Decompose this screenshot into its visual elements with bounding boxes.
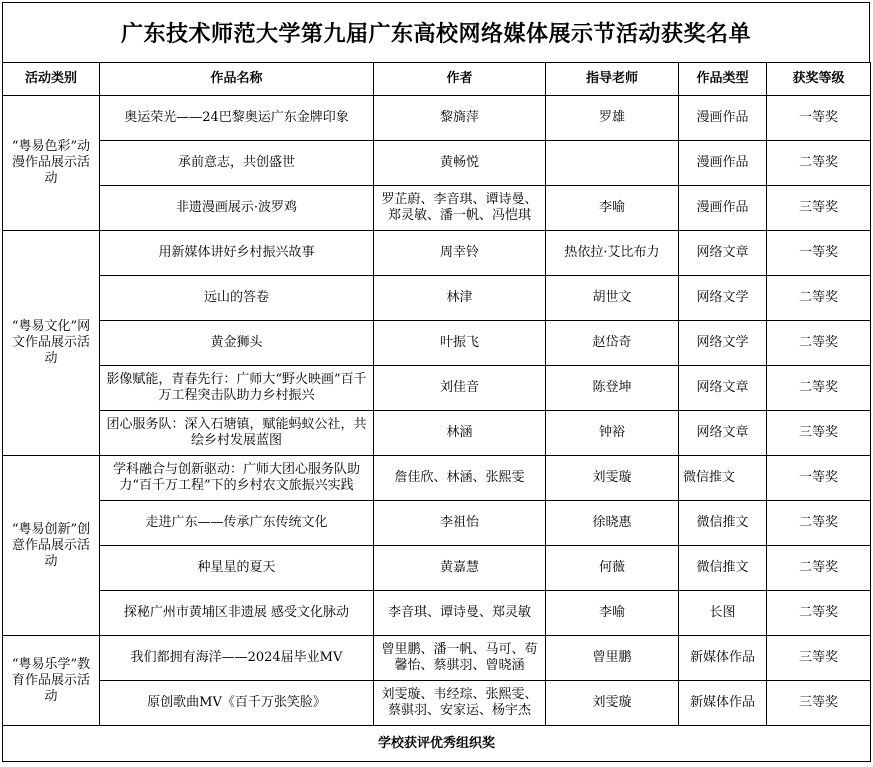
work-type: 微信推文 [679, 501, 767, 546]
work-title: 影像赋能，青春先行：广师大“野火映画”百千万工程突击队助力乡村振兴 [100, 366, 374, 411]
work-author: 周幸铃 [374, 231, 546, 276]
work-title: 远山的答卷 [100, 276, 374, 321]
work-type: 微信推文 [679, 456, 767, 501]
header-work: 作品名称 [100, 63, 374, 96]
organization-award: 学校获评优秀组织奖 [3, 726, 871, 762]
table-row [3, 411, 871, 456]
work-title: 探秘广州市黄埔区非遗展 感受文化脉动 [100, 591, 374, 636]
work-title: 团心服务队：深入石塘镇，赋能蚂蚁公社，共绘乡村发展蓝图 [100, 411, 374, 456]
category-cell: “粤易色彩”动漫作品展示活动 [3, 96, 100, 231]
work-type: 网络文章 [679, 411, 767, 456]
work-author: 李祖怡 [374, 501, 546, 546]
table-row [3, 591, 871, 636]
work-type: 网络文学 [679, 276, 767, 321]
work-advisor: 胡世文 [546, 276, 679, 321]
work-author: 林涵 [374, 411, 546, 456]
award-level: 一等奖 [767, 231, 871, 276]
category-cell: “粤易乐学”教育作品展示活动 [3, 636, 100, 726]
table-row [3, 231, 871, 276]
work-author: 黄畅悦 [374, 141, 546, 186]
work-advisor: 赵岱奇 [546, 321, 679, 366]
work-author: 黎旖萍 [374, 96, 546, 141]
work-title: 奥运荣光——24巴黎奥运广东金牌印象 [100, 96, 374, 141]
work-advisor: 陈登坤 [546, 366, 679, 411]
work-advisor: 刘雯璇 [546, 681, 679, 726]
work-author: 李音琪、谭诗曼、郑灵敏 [374, 591, 546, 636]
award-level: 二等奖 [767, 141, 871, 186]
awards-table [2, 62, 871, 762]
award-level: 一等奖 [767, 96, 871, 141]
work-advisor: 何薇 [546, 546, 679, 591]
table-row [3, 456, 871, 501]
work-advisor [546, 141, 679, 186]
work-type: 新媒体作品 [679, 681, 767, 726]
table-row [3, 141, 871, 186]
table-row [3, 276, 871, 321]
work-type: 漫画作品 [679, 96, 767, 141]
header-type: 作品类型 [679, 63, 767, 96]
award-level: 三等奖 [767, 411, 871, 456]
work-title: 学科融合与创新驱动：广师大团心服务队助力“百千万工程”下的乡村农文旅振兴实践 [100, 456, 374, 501]
work-advisor: 刘雯璇 [546, 456, 679, 501]
award-level: 一等奖 [767, 456, 871, 501]
work-type: 微信推文 [679, 546, 767, 591]
table-row [3, 186, 871, 231]
header-advisor: 指导老师 [546, 63, 679, 96]
work-author: 刘雯璇、韦经琮、张熙雯、蔡骐羽、安家运、杨宇杰 [374, 681, 546, 726]
award-level: 二等奖 [767, 321, 871, 366]
award-level: 三等奖 [767, 681, 871, 726]
award-level: 二等奖 [767, 366, 871, 411]
work-type: 漫画作品 [679, 186, 767, 231]
header-level: 获奖等级 [767, 63, 871, 96]
category-cell: “粤易文化”网文作品展示活动 [3, 231, 100, 456]
work-title: 承前意志，共创盛世 [100, 141, 374, 186]
header-row [3, 63, 871, 96]
work-author: 黄嘉慧 [374, 546, 546, 591]
work-author: 林津 [374, 276, 546, 321]
work-type: 漫画作品 [679, 141, 767, 186]
work-advisor: 钟裕 [546, 411, 679, 456]
award-level: 二等奖 [767, 546, 871, 591]
table-row [3, 366, 871, 411]
table-row [3, 96, 871, 141]
work-title: 黄金狮头 [100, 321, 374, 366]
work-author: 詹佳欣、林涵、张熙雯 [374, 456, 546, 501]
work-title: 种星星的夏天 [100, 546, 374, 591]
work-type: 新媒体作品 [679, 636, 767, 681]
table-row [3, 636, 871, 681]
work-advisor: 李喻 [546, 591, 679, 636]
page-title: 广东技术师范大学第九届广东高校网络媒体展示节活动获奖名单 [2, 2, 870, 63]
work-author: 罗芷蔚、李音琪、谭诗曼、郑灵敏、潘一帆、冯恺琪 [374, 186, 546, 231]
header-category: 活动类别 [3, 63, 100, 96]
work-advisor: 徐晓惠 [546, 501, 679, 546]
award-level: 三等奖 [767, 636, 871, 681]
work-advisor: 曾里鹏 [546, 636, 679, 681]
work-author: 刘佳音 [374, 366, 546, 411]
table-row [3, 681, 871, 726]
work-advisor: 罗雄 [546, 96, 679, 141]
work-type: 长图 [679, 591, 767, 636]
work-title: 原创歌曲MV《百千万张笑脸》 [100, 681, 374, 726]
work-title: 非遗漫画展示·波罗鸡 [100, 186, 374, 231]
footer-row [3, 726, 871, 762]
work-title: 我们都拥有海洋——2024届毕业MV [100, 636, 374, 681]
work-title: 用新媒体讲好乡村振兴故事 [100, 231, 374, 276]
award-level: 二等奖 [767, 591, 871, 636]
work-author: 曾里鹏、潘一帆、马可、苟馨怡、蔡骐羽、曾晓涵 [374, 636, 546, 681]
award-level: 二等奖 [767, 501, 871, 546]
work-type: 网络文章 [679, 231, 767, 276]
category-cell: “粤易创新”创意作品展示活动 [3, 456, 100, 636]
work-type: 网络文学 [679, 321, 767, 366]
table-row [3, 321, 871, 366]
award-level: 三等奖 [767, 186, 871, 231]
work-advisor: 李喻 [546, 186, 679, 231]
award-level: 二等奖 [767, 276, 871, 321]
work-author: 叶振飞 [374, 321, 546, 366]
table-row [3, 501, 871, 546]
header-author: 作者 [374, 63, 546, 96]
work-title: 走进广东——传承广东传统文化 [100, 501, 374, 546]
work-advisor: 热依拉·艾比布力 [546, 231, 679, 276]
table-row [3, 546, 871, 591]
work-type: 网络文章 [679, 366, 767, 411]
